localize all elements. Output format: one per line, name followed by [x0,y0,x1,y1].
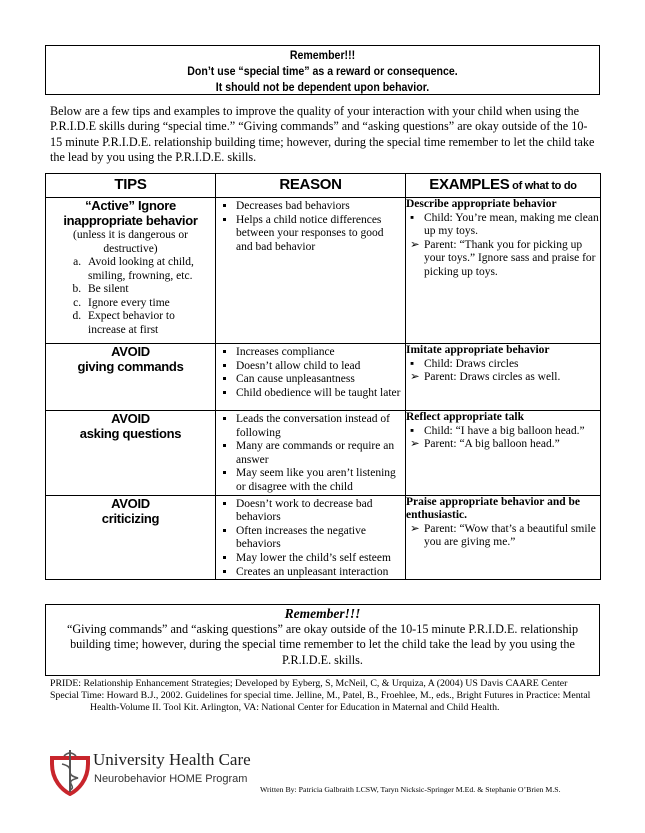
list-item: ▪ May lower the child’s self esteem [236,552,401,566]
example-parent [406,438,600,452]
bottom-box-title: Remember!!! [284,606,361,621]
square-bullet-icon: ▪ [410,211,415,224]
arrow-bullet-icon: ➢ [410,438,420,451]
tips-table [45,173,601,580]
reason-cell [216,495,406,580]
arrow-bullet-icon: ➢ [410,522,420,535]
example-child-text: Child: Draws circles [424,357,519,370]
logo-name: University Health Care [93,750,251,769]
reason-cell [216,198,406,344]
tip-list [46,256,215,337]
list-item: ▪ Decreases bad behaviors [236,200,401,214]
tip-title: inappropriate behavior [63,213,198,228]
list-item: ▪ Doesn’t allow child to lead [236,360,401,374]
reason-list [216,344,405,400]
list-item: ▪ May seem like you aren’t listening or disagree with the child [236,467,401,494]
top-box-line1: Remember!!! [289,50,356,62]
tip-title: AVOID [111,344,150,359]
list-item: a. Avoid looking at child, smiling, frowning, etc. [84,256,215,283]
list-item: ▪ Creates an unpleasant interaction [236,566,401,580]
list-item: ▪ Increases compliance [236,346,401,360]
list-item: ▪ Leads the conversation instead of following [236,413,401,440]
tip-cell [46,344,216,411]
top-box-line2: Don’t use “special time” as a reward or consequence. [187,66,458,78]
example-parent-text: Parent: “Thank you for picking up your toys.” Ignore sass and praise for picking up toys. [424,238,596,278]
table-row [46,411,601,496]
example-child-text: Child: You’re mean, making me clean up my toys. [424,211,599,238]
header-examples-main: EXAMPLES [429,176,510,193]
university-health-care-logo [50,748,270,798]
list-item: ▪ Many are commands or require an answer [236,440,401,467]
example-cell [406,198,601,344]
example-child [406,358,600,372]
example-child [406,425,600,439]
header-examples [406,174,601,198]
reason-cell [216,411,406,496]
remember-bottom-box [45,604,600,676]
list-item: ▪ Can cause unpleasantness [236,373,401,387]
table-header-row [46,174,601,198]
bottom-box-text: “Giving commands” and “asking questions” are okay outside of the 10-15 minute P.R.I.D.E. relationship building time; however, during the special time remember to let the child take the lead by you using the P.R.I.D.E. skills. [66,621,579,667]
tip-cell [46,495,216,580]
reason-list [216,411,405,495]
table-row [46,198,601,344]
list-item: ▪ Child obedience will be taught later [236,387,401,401]
list-item: d. Expect behavior to increase at first [84,310,215,337]
tip-cell [46,411,216,496]
arrow-bullet-icon: ➢ [410,238,420,251]
tip-title: “Active” Ignore [85,198,176,213]
example-parent-text: Parent: “Wow that’s a beautiful smile you are giving me.” [424,522,596,549]
logo-program: Neurobehavior HOME Program [94,773,248,785]
list-item: b. Be silent [84,283,215,297]
list-item: ▪ Helps a child notice differences between your responses to good and bad behavior [236,214,401,255]
top-box-line3: It should not be dependent upon behavior. [215,82,430,94]
caduceus-logo-icon [50,748,90,796]
table-row [46,344,601,411]
remember-top-box [45,45,600,95]
arrow-bullet-icon: ➢ [410,371,420,384]
reason-list [216,198,405,254]
header-examples-small: of what to do [509,180,577,192]
example-title: Describe appropriate behavior [406,198,557,210]
list-item: c. Ignore every time [84,297,215,311]
tip-subtitle: (unless it is dangerous or destructive) [73,229,188,255]
example-cell [406,495,601,580]
example-parent-text: Parent: “A big balloon head.” [424,438,560,451]
intro-paragraph: Below are a few tips and examples to improve the quality of your interaction with your child when using the P.R.I.D.E skills during “special time.” “Giving commands” and “asking questions” are okay outside of the 10-15 minute P.R.I.D.E. relationship building time; however, during the special time remember to let the child take the lead by you using the P.R.I.D.E. skills. [50,104,595,164]
list-item: ▪ Doesn’t work to decrease bad behaviors [236,498,401,525]
square-bullet-icon: ▪ [410,424,415,437]
references [50,678,595,715]
example-parent [406,523,600,550]
tip-title: asking questions [79,426,182,441]
reference-pride: PRIDE: Relationship Enhancement Strategies; Developed by Eyberg, S, McNeil, C, & Urquiza, A (2004) US Davis CAARE Center [50,678,568,689]
table-row [46,495,601,580]
example-title: Imitate appropriate behavior [406,344,550,356]
example-cell [406,411,601,496]
example-child [406,212,600,239]
tip-cell [46,198,216,344]
square-bullet-icon: ▪ [410,357,415,370]
reason-list [216,496,405,580]
header-tips: TIPS [46,174,216,198]
example-title: Praise appropriate behavior and be enthusiastic. [406,495,580,522]
reason-cell [216,344,406,411]
written-by: Written By: Patricia Galbraith LCSW, Taryn Nicksic-Springer M.Ed. & Stephanie O’Brien M.S. [260,785,561,794]
header-reason: REASON [216,174,406,198]
example-parent [406,371,600,385]
example-cell [406,344,601,411]
tip-title: AVOID [111,411,150,426]
example-parent-text: Parent: Draws circles as well. [424,371,561,384]
tip-title: criticizing [101,510,160,526]
example-title: Reflect appropriate talk [406,411,524,423]
example-child-text: Child: “I have a big balloon head.” [424,424,585,437]
tip-title: giving commands [77,359,184,374]
tip-title: AVOID [111,495,150,511]
example-parent [406,239,600,280]
reference-special-time: Special Time: Howard B.J., 2002. Guidelines for special time. Jelline, M., Patel, B., Froehlee, M., eds., Bright Futures in Practice: Mental Health-Volume II. Tool Kit. Arlington, VA: National Center for Education in Maternal and Child Health. [50,690,591,714]
list-item: ▪ Often increases the negative behaviors [236,525,401,552]
